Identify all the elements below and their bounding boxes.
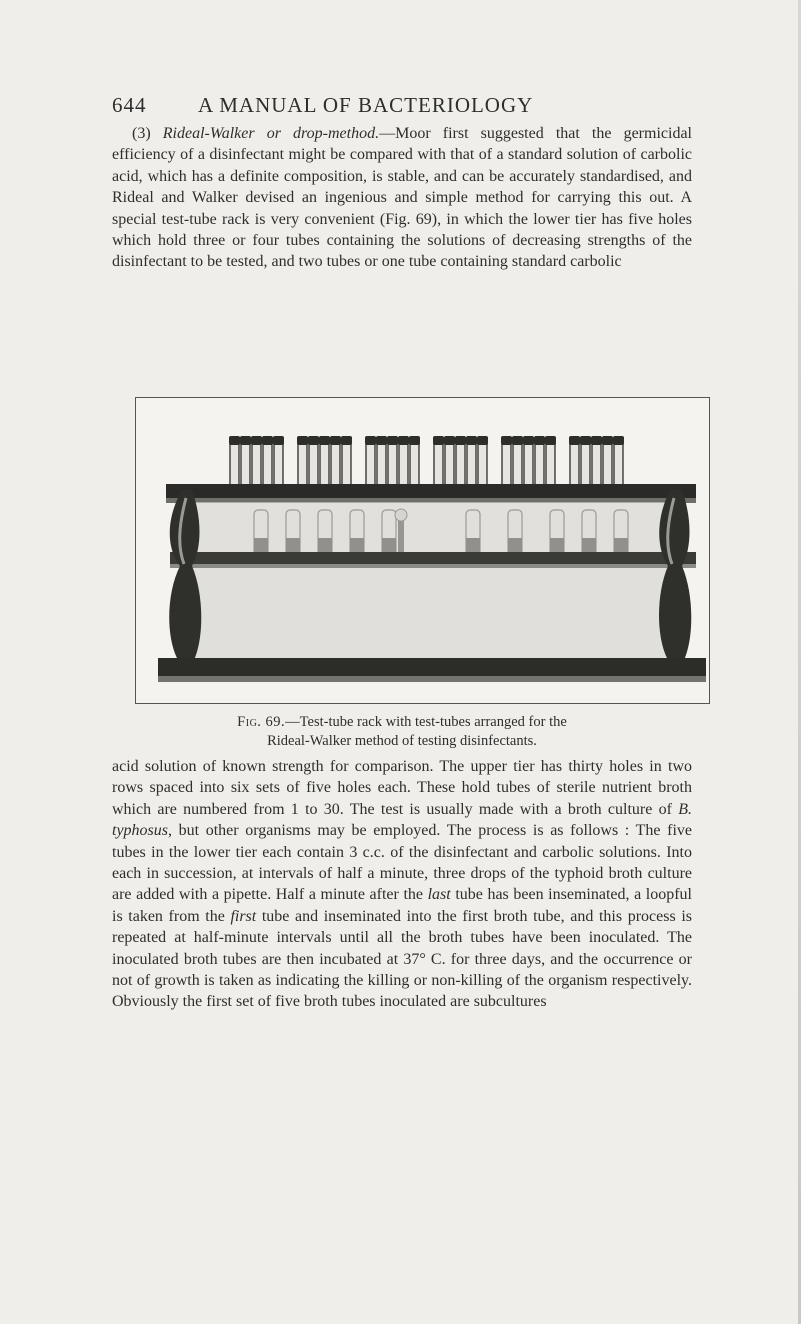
upper-test-tube — [262, 436, 273, 488]
upper-test-tube — [569, 436, 580, 488]
upper-test-tube — [297, 436, 308, 488]
paragraph-number: (3) — [132, 125, 151, 142]
upper-test-tube — [251, 436, 262, 488]
paragraph-body: —Moor first suggested that the germicidal efficiency of a disinfectant might be compared with that of a standard solution of carbolic acid, which has a definite composition, is stable, and can be accurately standardised, and Rideal and Walker devised an ingenious and simple method for carrying this out. A special test-tube rack is very convenient (Fig. 69), in which the lower tier has five holes which hold three or four tubes containing the solutions of decreasing strengths of the disinfectant to be tested, and two tubes or one tube containing standard carbolic — [112, 125, 692, 271]
upper-test-tube — [308, 436, 319, 488]
text-run: , but other organisms may be employed. The process is as follows : The five tubes in the lower tier each contain 3 c.c. of the disinfectant and carbolic solutions. Into each in succession, at intervals of half a minute, three drops of the typhoid broth culture are added with a pipette. Half a minute after the — [112, 822, 692, 904]
middle-shelf — [170, 552, 696, 566]
method-name: Rideal-Walker or drop-method. — [162, 125, 380, 142]
emphasis-first: first — [230, 907, 257, 925]
upper-test-tube — [433, 436, 444, 488]
upper-test-tube — [613, 436, 624, 488]
upper-test-tube — [365, 436, 376, 488]
upper-test-tube — [545, 436, 556, 488]
running-title: A MANUAL OF BACTERIOLOGY — [198, 93, 534, 117]
organism-name: B. typhosus — [112, 800, 692, 840]
upper-test-tube — [523, 436, 534, 488]
caption-line-1: —Test-tube rack with test-tubes arranged for the — [285, 714, 567, 730]
text-run: tube and inseminated into the first broth tube, and this process is repeated at half-minute intervals until all the broth tubes have been inoculated. The inoculated broth tubes are then incubated at 37° C. for three days, and the occurrence or not of growth is taken as indicating the killing or non-killing of the organism respectively. Obviously the first set of five broth tubes inoculated are subcultures — [112, 907, 692, 1011]
upper-tier-board — [166, 484, 696, 500]
figure-test-tube-rack — [135, 397, 710, 704]
figure-label: Fig. 69. — [237, 714, 286, 730]
upper-test-tube — [387, 436, 398, 488]
upper-test-tube — [501, 436, 512, 488]
test-tube-rack-illustration — [136, 398, 709, 703]
upper-test-tube — [602, 436, 613, 488]
upper-test-tube — [580, 436, 591, 488]
upper-test-tube — [534, 436, 545, 488]
figure-caption — [112, 713, 692, 751]
base-board — [158, 658, 706, 678]
upper-test-tube — [466, 436, 477, 488]
text-run: tube has been inseminated, a loopful is taken from the — [112, 886, 692, 925]
upper-test-tube — [512, 436, 523, 488]
running-header — [112, 93, 632, 118]
upper-test-tube — [341, 436, 352, 488]
shelf-glass — [190, 502, 674, 554]
upper-test-tube — [455, 436, 466, 488]
caption-line-2: Rideal-Walker method of testing disinfectants. — [267, 733, 537, 749]
upper-test-tube — [330, 436, 341, 488]
text-run: acid solution of known strength for comparison. The upper tier has thirty holes in two rows spaced into six sets of five holes each. These hold tubes of sterile nutrient broth which are numbered from 1 to 30. The test is usually made with a broth culture of — [112, 758, 692, 818]
upper-test-tube — [273, 436, 284, 488]
paragraph-rideal-walker — [112, 123, 692, 273]
upper-test-tube — [398, 436, 409, 488]
emphasis-last: last — [427, 886, 451, 904]
upper-test-tube — [229, 436, 240, 488]
upper-test-tube — [591, 436, 602, 488]
upper-test-tube — [477, 436, 488, 488]
paragraph-procedure — [112, 756, 692, 1013]
upper-test-tube — [444, 436, 455, 488]
page-number: 644 — [112, 93, 147, 117]
upper-test-tube — [240, 436, 251, 488]
upper-test-tube — [409, 436, 420, 488]
upper-test-tube — [319, 436, 330, 488]
upper-test-tube — [376, 436, 387, 488]
